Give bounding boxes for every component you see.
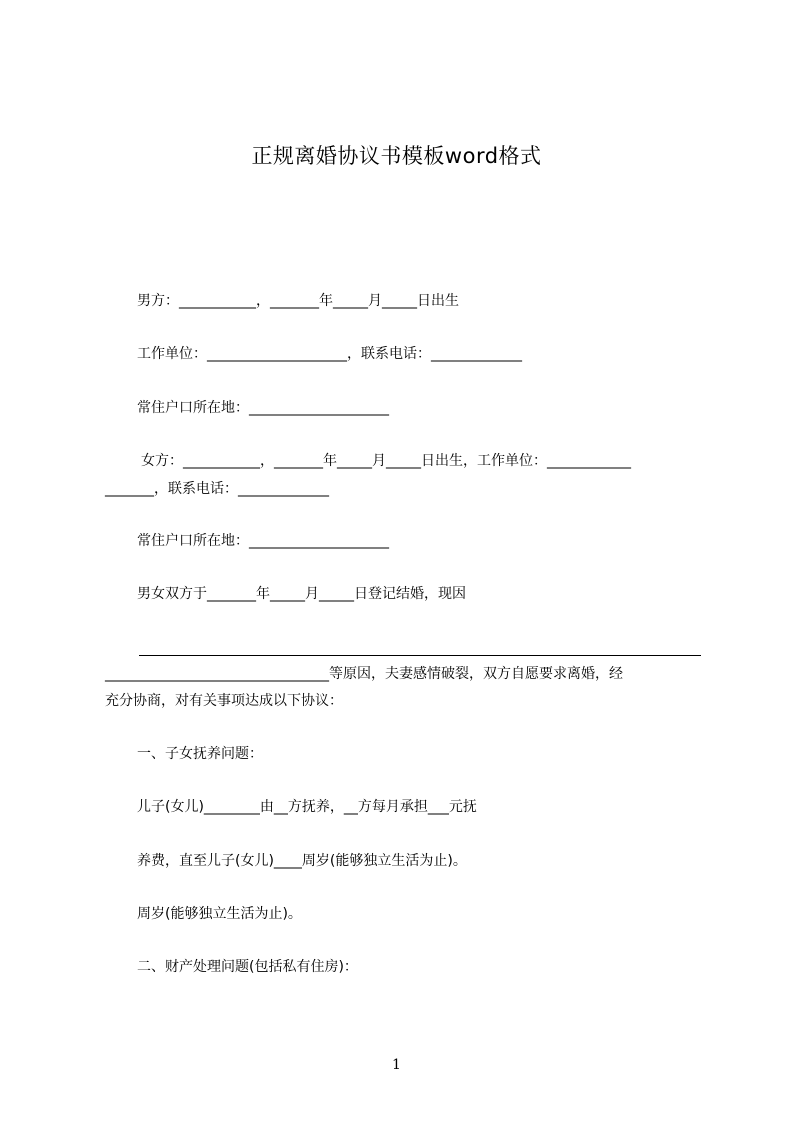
section-heading-children: 一、子女抚养问题： <box>137 746 263 762</box>
female-residence-line: 常住户口所在地：____________________ <box>137 533 389 549</box>
male-party-line: 男方：___________，_______年_____月_____日出生 <box>137 293 459 309</box>
child-support-line: 养费，直至儿子(女儿)____周岁(能够独立生活为止)。 <box>137 853 467 869</box>
page-number: 1 <box>392 1057 401 1073</box>
section-heading-property: 二、财产处理问题(包括私有住房)： <box>137 959 358 975</box>
reason-line-continued: 充分协商，对有关事项达成以下协议： <box>105 693 343 709</box>
male-residence-line: 常住户口所在地：____________________ <box>137 400 389 416</box>
reason-line: ________________________________等原因，夫妻感情破裂，双方自愿要求离婚，经 <box>105 666 623 682</box>
marriage-line: 男女双方于_______年_____月_____日登记结婚，现因 <box>137 586 466 602</box>
male-work-line: 工作单位：____________________，联系电话：_____________ <box>137 346 522 362</box>
child-age-line: 周岁(能够独立生活为止)。 <box>137 906 302 922</box>
female-party-line: 女方：___________，_______年_____月_____日出生，工作单位：____________ <box>141 453 631 469</box>
document-title: 正规离婚协议书模板word格式 <box>251 144 542 168</box>
reason-blank-rule <box>139 655 701 656</box>
female-party-line-continued: _______，联系电话：_____________ <box>105 481 329 497</box>
child-custody-line: 儿子(女儿)________由__方抚养，__方每月承担___元抚 <box>137 799 477 815</box>
